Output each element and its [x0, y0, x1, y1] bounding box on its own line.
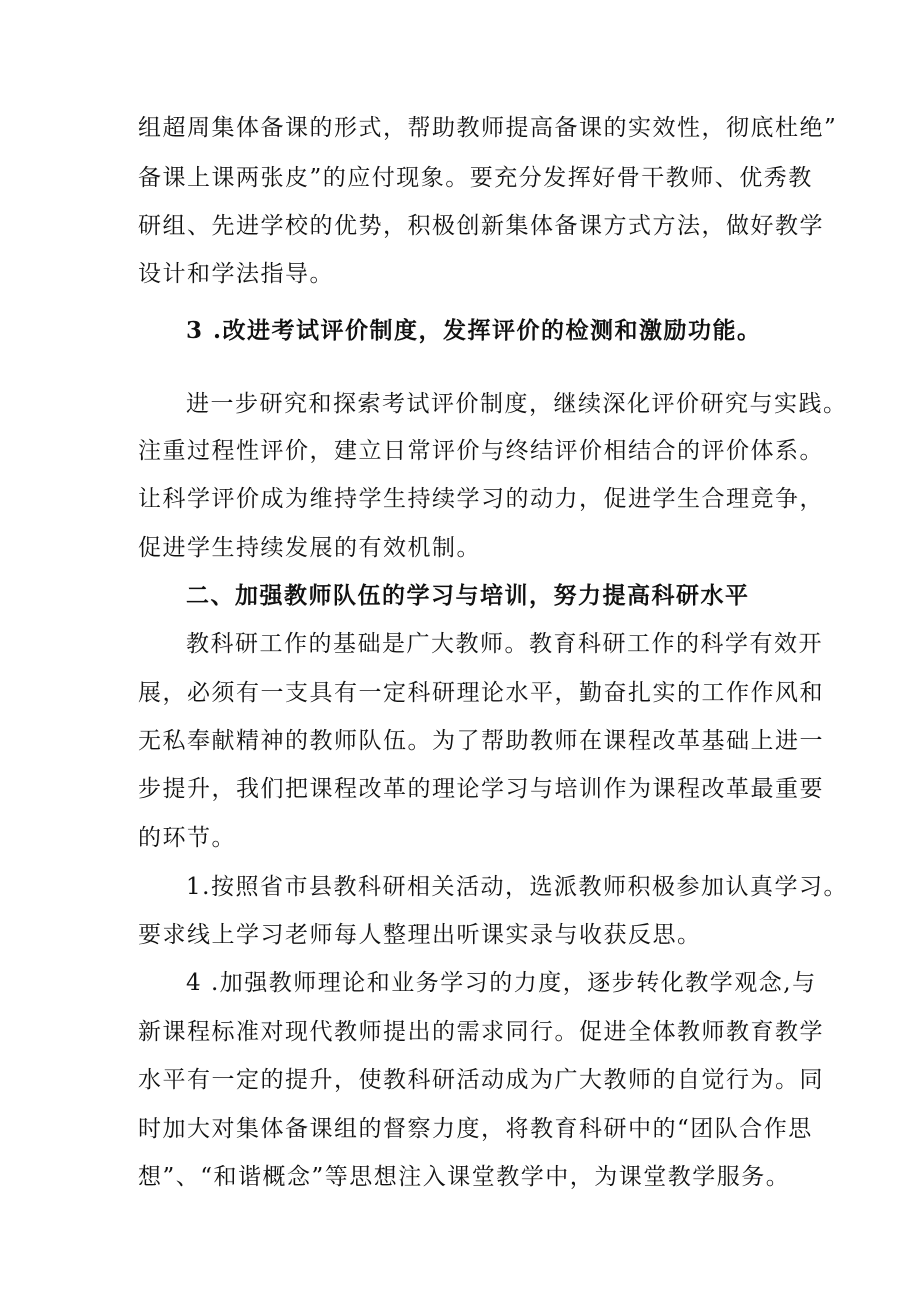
paragraph-3-line-2: 展，必须有一支具有一定科研理论水平，勤奋扎实的工作作风和 [138, 680, 824, 706]
item-4-line-2: 新课程标准对现代教师提出的需求同行。促进全体教师教育教学 [138, 1019, 824, 1045]
item-4-line-1: 4 .加强教师理论和业务学习的力度，逐步转化教学观念,与 [186, 970, 817, 996]
item-4-line-4: 时加大对集体备课组的督察力度，将教育科研中的“团队合作思 [138, 1116, 813, 1142]
item-4-line-3: 水平有一定的提升，使教科研活动成为广大教师的自觉行为。同 [138, 1067, 824, 1093]
paragraph-1-line-3: 研组、先进学校的优势，积极创新集体备课方式方法，做好教学 [138, 213, 824, 239]
section-2-title: 二、加强教师队伍的学习与培训，努力提高科研水平 [186, 582, 750, 609]
paragraph-3-line-1: 教科研工作的基础是广大教师。教育科研工作的科学有效开 [186, 631, 823, 657]
item-1-line-1: 1.按照省市县教科研相关活动，选派教师积极参加认真学习。 [186, 874, 848, 900]
paragraph-2-line-3: 让科学评价成为维持学生持续学习的动力，促进学生合理竞争， [138, 486, 824, 512]
paragraph-1-line-4: 设计和学法指导。 [138, 261, 334, 287]
paragraph-3-line-3: 无私奉献精神的教师队伍。为了帮助教师在课程改革基础上进一 [138, 728, 824, 754]
paragraph-1-line-2: 备课上课两张皮”的应付现象。要充分发挥好骨干教师、优秀教 [138, 165, 813, 191]
paragraph-2-line-4: 促进学生持续发展的有效机制。 [138, 535, 481, 561]
paragraph-2-line-2: 注重过程性评价，建立日常评价与终结评价相结合的评价体系。 [138, 438, 824, 464]
item-1-line-2: 要求线上学习老师每人整理出听课实录与收获反思。 [138, 922, 702, 948]
item-4-line-5: 想”、“和谐概念”等思想注入课堂教学中，为课堂教学服务。 [138, 1164, 791, 1190]
paragraph-1-line-1: 组超周集体备课的形式，帮助教师提高备课的实效性，彻底杜绝” [138, 115, 838, 141]
paragraph-3-line-4: 步提升，我们把课程改革的理论学习与培训作为课程改革最重要 [138, 776, 824, 802]
section-heading-3: 3 .改进考试评价制度，发挥评价的检测和激励功能。 [186, 317, 762, 344]
paragraph-2-line-1: 进一步研究和探索考试评价制度，继续深化评价研究与实践。 [186, 391, 848, 417]
paragraph-3-line-5: 的环节。 [138, 825, 236, 851]
